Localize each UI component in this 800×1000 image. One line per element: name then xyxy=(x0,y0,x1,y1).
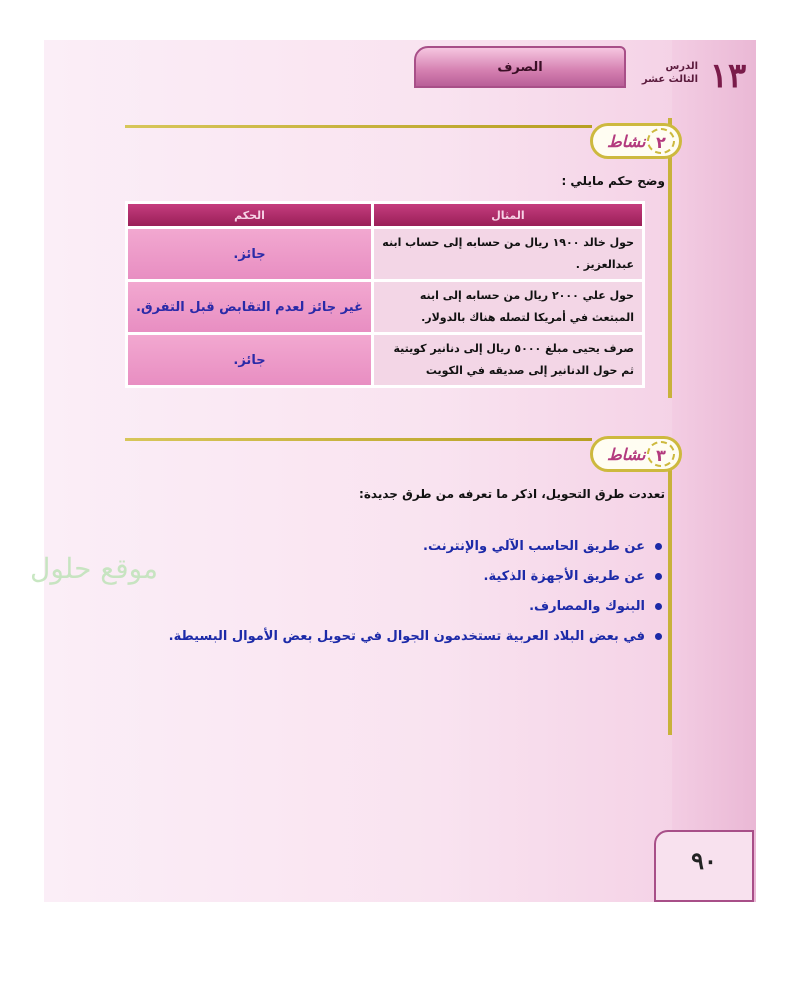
activity2-badge xyxy=(590,123,682,159)
example-column-header: المثال xyxy=(374,204,642,226)
activity2-rule xyxy=(125,125,592,128)
transfer-methods-list xyxy=(150,532,662,652)
table-row xyxy=(128,335,642,385)
ruling-cell: جائز. xyxy=(128,229,371,279)
ruling-cell: جائز. xyxy=(128,335,371,385)
table-row xyxy=(128,229,642,279)
list-item-text: في بعض البلاد العربية تستخدمون الجوال في تحويل بعض الأموال البسيطة. xyxy=(168,629,645,644)
list-item-text: عن طريق الأجهزة الذكية. xyxy=(483,569,645,584)
activity3-vertical-rule xyxy=(668,440,672,735)
activity3-instruction: تعددت طرق التحويل، اذكر ما تعرفه من طرق جديدة: xyxy=(359,487,665,501)
bullet-icon xyxy=(655,633,662,640)
rulings-table xyxy=(125,201,645,388)
list-item-text: عن طريق الحاسب الآلي والإنترنت. xyxy=(423,539,645,554)
example-cell: صرف يحيى مبلغ ٥٠٠٠ ريال إلى دنانير كويتية ثم حول الدنانير إلى صديقه في الكويت xyxy=(374,335,642,385)
bullet-icon xyxy=(655,603,662,610)
activity2-vertical-rule xyxy=(668,118,672,398)
lesson-number: ١٣ xyxy=(709,56,747,96)
lesson-label-line2: الثالث عشر xyxy=(641,74,698,85)
lesson-title: الصرف xyxy=(497,60,543,75)
watermark: موقع حلول xyxy=(30,552,159,585)
lesson-label-line1: الدرس xyxy=(665,61,698,72)
list-item xyxy=(150,532,662,562)
ruling-column-header: الحكم xyxy=(128,204,371,226)
page-side-strip xyxy=(672,40,756,902)
lesson-title-tab xyxy=(414,46,626,88)
page-number: ٩٠ xyxy=(691,846,717,875)
table-header-row xyxy=(128,204,642,226)
activity2-badge-number: ٢ xyxy=(647,128,675,154)
list-item xyxy=(150,622,662,652)
activity3-badge-number: ٣ xyxy=(647,441,675,467)
bullet-icon xyxy=(655,573,662,580)
lesson-label xyxy=(630,60,698,86)
activity3-badge xyxy=(590,436,682,472)
activity2-instruction: وضح حكم مايلي : xyxy=(561,174,665,188)
ruling-cell: غير جائز لعدم التقابض قبل التفرق. xyxy=(128,282,371,332)
list-item-text: البنوك والمصارف. xyxy=(529,599,645,614)
list-item xyxy=(150,562,662,592)
list-item xyxy=(150,592,662,622)
activity2-badge-word: نشاط xyxy=(607,132,646,151)
example-cell: حول خالد ١٩٠٠ ريال من حسابه إلى حساب ابنه عبدالعزيز . xyxy=(374,229,642,279)
page-number-box xyxy=(654,830,754,902)
example-cell: حول علي ٢٠٠٠ ريال من حسابه إلى ابنه المبتعث في أمريكا لتصله هناك بالدولار. xyxy=(374,282,642,332)
activity3-rule xyxy=(125,438,592,441)
activity3-badge-word: نشاط xyxy=(607,445,646,464)
bullet-icon xyxy=(655,543,662,550)
table-row xyxy=(128,282,642,332)
